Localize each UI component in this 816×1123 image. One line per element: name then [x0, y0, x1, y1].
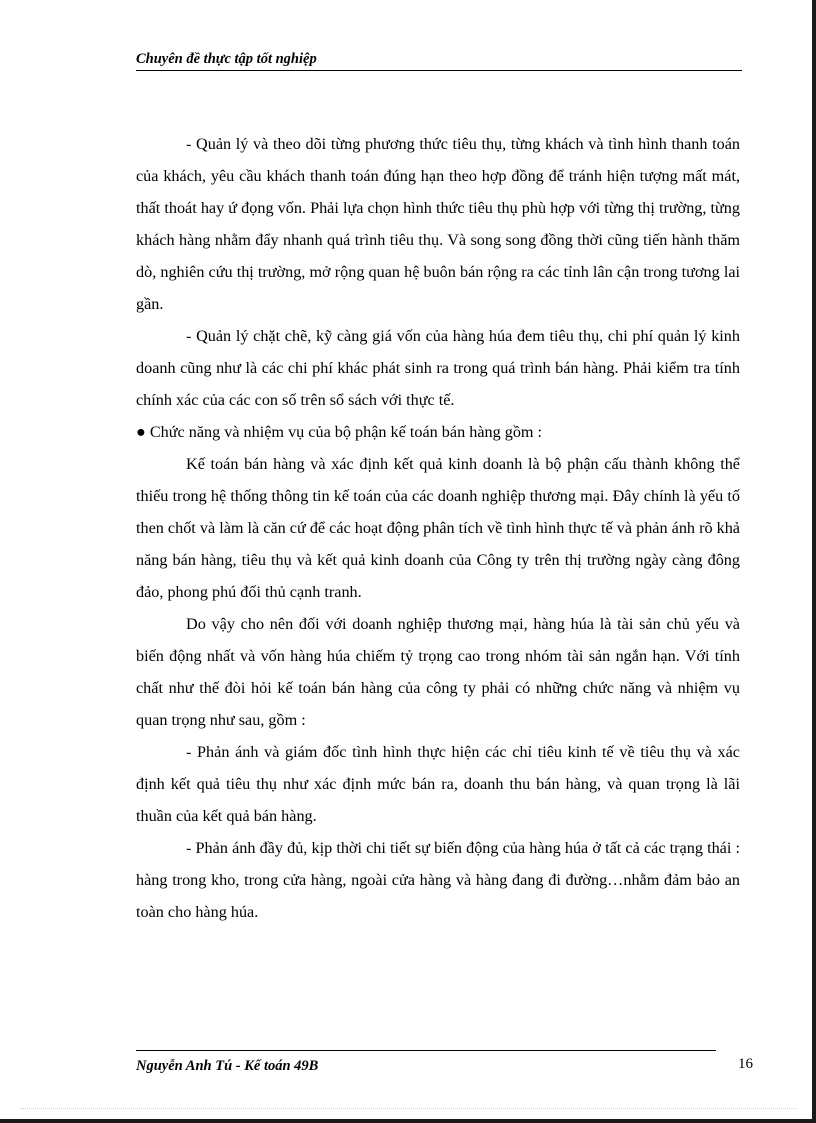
paragraph-4-text: Do vậy cho nên đối với doanh nghiệp thương mại, hàng húa là tài sản chủ yếu và biến động nhất và vốn hàng húa chiếm tỷ trọng cao trong nhóm tài sản ngắn hạn. Với tính chất như thế đòi hỏi kế toán bán hàng của công ty phải có những chức năng và nhiệm vụ quan trọng như sau, gồm : — [136, 615, 740, 729]
paragraph-4 — [136, 608, 740, 736]
document-body — [136, 128, 740, 928]
paragraph-3-text: Kế toán bán hàng và xác định kết quả kinh doanh là bộ phận cấu thành không thể thiếu trong hệ thống thông tin kế toán của các doanh nghiệp thương mại. Đây chính là yếu tố then chốt và làm là căn cứ để các hoạt động phân tích về tình hình thực tế và phản ánh rõ khả năng bán hàng, tiêu thụ và kết quả kinh doanh của Công ty trên thị trường ngày càng đông đảo, phong phú đối thủ cạnh tranh. — [136, 455, 740, 601]
paragraph-5-text: - Phản ánh và giám đốc tình hình thực hiện các chỉ tiêu kinh tế về tiêu thụ và xác định kết quả tiêu thụ như xác định mức bán ra, doanh thu bán hàng, và quan trọng là lãi thuần của kết quả bán hàng. — [136, 743, 740, 825]
paragraph-6 — [136, 832, 740, 928]
paragraph-1 — [136, 128, 740, 320]
header-title: Chuyên đề thực tập tốt nghiệp — [136, 51, 317, 67]
footer-rule — [136, 1050, 716, 1051]
bottom-dotted-line — [20, 1108, 796, 1109]
paragraph-3 — [136, 448, 740, 608]
bullet-heading-text: ● Chức năng và nhiệm vụ của bộ phận kế toán bán hàng gồm : — [136, 423, 543, 441]
bullet-heading — [136, 416, 740, 448]
footer-author: Nguyễn Anh Tú - Kế toán 49B — [136, 1058, 319, 1074]
paragraph-2-text: - Quản lý chặt chẽ, kỹ càng giá vốn của hàng húa đem tiêu thụ, chi phí quản lý kinh doanh cũng như là các chi phí khác phát sinh ra trong quá trình bán hàng. Phải kiểm tra tính chính xác của các con số trên sổ sách với thực tế. — [136, 327, 740, 409]
paragraph-5 — [136, 736, 740, 832]
paragraph-2 — [136, 320, 740, 416]
page-number: 16 — [738, 1056, 753, 1072]
page-header — [136, 50, 742, 71]
paragraph-1-text: - Quản lý và theo dõi từng phương thức tiêu thụ, từng khách và tình hình thanh toán của khách, yêu cầu khách thanh toán đúng hạn theo hợp đồng để tránh hiện tượng mất mát, thất thoát hay ứ đọng vốn. Phải lựa chọn hình thức tiêu thụ phù hợp với từng thị trường, từng khách hàng nhằm đẩy nhanh quá trình tiêu thụ. Và song song đồng thời cũng tiến hành thăm dò, nghiên cứu thị trường, mở rộng quan hệ buôn bán rộng ra các tỉnh lân cận trong tương lai gần. — [136, 135, 740, 313]
paragraph-6-text: - Phản ánh đầy đủ, kịp thời chi tiết sự biến động của hàng húa ở tất cả các trạng thái : hàng trong kho, trong cửa hàng, ngoài cửa hàng và hàng đang đi đường…nhằm đảm bảo an toàn cho hàng húa. — [136, 839, 740, 921]
